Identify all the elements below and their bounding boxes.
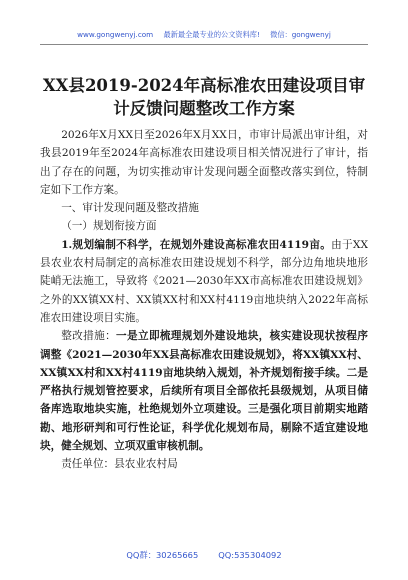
page-footer [0, 549, 408, 561]
measures-text: 一是立即梳理规划外建设地块，核实建设现状按程序调整《2021—2030年XX县高标准农田建设规划》，将XX镇XX村、XX镇XX村和XX村4119亩地块纳入规划，补齐规划衔接手续。二是严格执行规划管控要求，后续所有项目全部依托县级规划，从项目储备库选取地块实施，杜绝规划外立项建设。三是强化项目前期实地踏勘、地形研判和可行性论证，科学优化规划布局，剔除不适宜建设地块，健全规划、立项双重审核机制。 [40, 330, 369, 453]
qq-group: QQ群：30265665 [126, 550, 199, 560]
page-header [0, 30, 408, 40]
problem-paragraph [40, 236, 368, 327]
site-link[interactable]: www.gongwenyj.com [77, 30, 154, 39]
header-slogan: 最新最全最专业的公文资料库! [163, 30, 260, 39]
measures-paragraph [40, 327, 368, 455]
intro-paragraph: 2026年X月XX日至2026年X月XX日，市审计局派出审计组，对我县2019年至2024年高标准农田建设项目相关情况进行了审计，指出了存在的问题，为切实推动审计发现问题全面整改落实到位，特制定如下工作方案。 [40, 129, 368, 196]
problem-heading: 1.规划编制不科学，在规划外建设高标准农田4119亩。 [61, 238, 332, 251]
document-body [40, 126, 368, 474]
measures-label: 整改措施： [61, 330, 117, 343]
document-title [40, 74, 368, 120]
responsible-unit: 责任单位：县农业农村局 [61, 458, 178, 471]
subsection-heading: （一）规划衔接方面 [61, 220, 157, 233]
qq-number: QQ:535304092 [218, 550, 282, 560]
title-line-2: 计反馈问题整改工作方案 [113, 99, 295, 118]
title-line-1: XX县2019-2024年高标准农田建设项目审 [42, 76, 366, 95]
wechat-id: 微信：gongwenyj [270, 30, 331, 39]
section-heading: 一、审计发现问题及整改措施 [61, 202, 199, 215]
problem-description: 由于XX县农业农村局制定的高标准农田建设规划不科学，部分边角地块地形陡峭无法施工，导致将《2021—2030年XX市高标准农田建设规划》之外的XX镇XX村、XX镇XX村和XX村4119亩地块纳入2022年高标准农田建设项目实施。 [40, 238, 368, 324]
header-divider [40, 44, 368, 45]
